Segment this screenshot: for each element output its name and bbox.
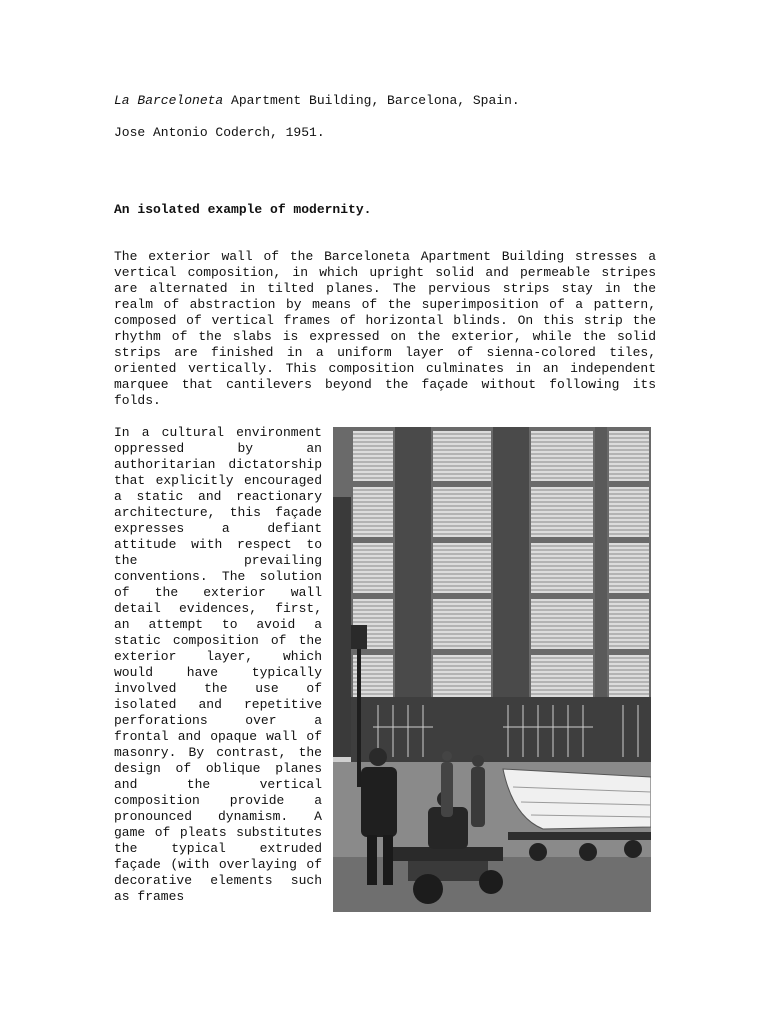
section-heading: An isolated example of modernity. (114, 202, 372, 217)
column-paragraph: In a cultural environment oppressed by an authoritarian dictatorship that explicitly encouraged a static and reactionary architecture, this façade expresses a defiant attitude with respect to the prevailing conventions. The solution of the exterior wall detail evidences, first, an attempt to avoid a static composition of the exterior layer, which would have typically involved the use of isolated and repetitive perforations over a frontal and opaque wall of masonry. By contrast, the design of oblique planes and the vertical composition provide a pronounced dynamism. A game of pleats substitutes the typical extruded façade (with overlaying of decorative elements such as frames (114, 425, 322, 904)
document-title (114, 93, 520, 109)
intro-paragraph: The exterior wall of the Barceloneta Apartment Building stresses a vertical composition, in which upright solid and permeable stripes are alternated in tilted planes. The pervious strips stay in the realm of abstraction by means of the superimposition of a pattern, composed of vertical frames of horizontal blinds. On this strip the rhythm of the slabs is expressed on the exterior, while the solid strips are finished in a uniform layer of sienna-colored tiles, oriented vertically. This composition culminates in an independent marquee that cantilevers beyond the façade without following its folds. (114, 249, 656, 408)
author-line: Jose Antonio Coderch, 1951. (114, 125, 325, 140)
building-photograph (333, 427, 651, 912)
title-italic: La Barceloneta (114, 93, 224, 108)
title-rest: Apartment Building, Barcelona, Spain. (223, 93, 520, 108)
